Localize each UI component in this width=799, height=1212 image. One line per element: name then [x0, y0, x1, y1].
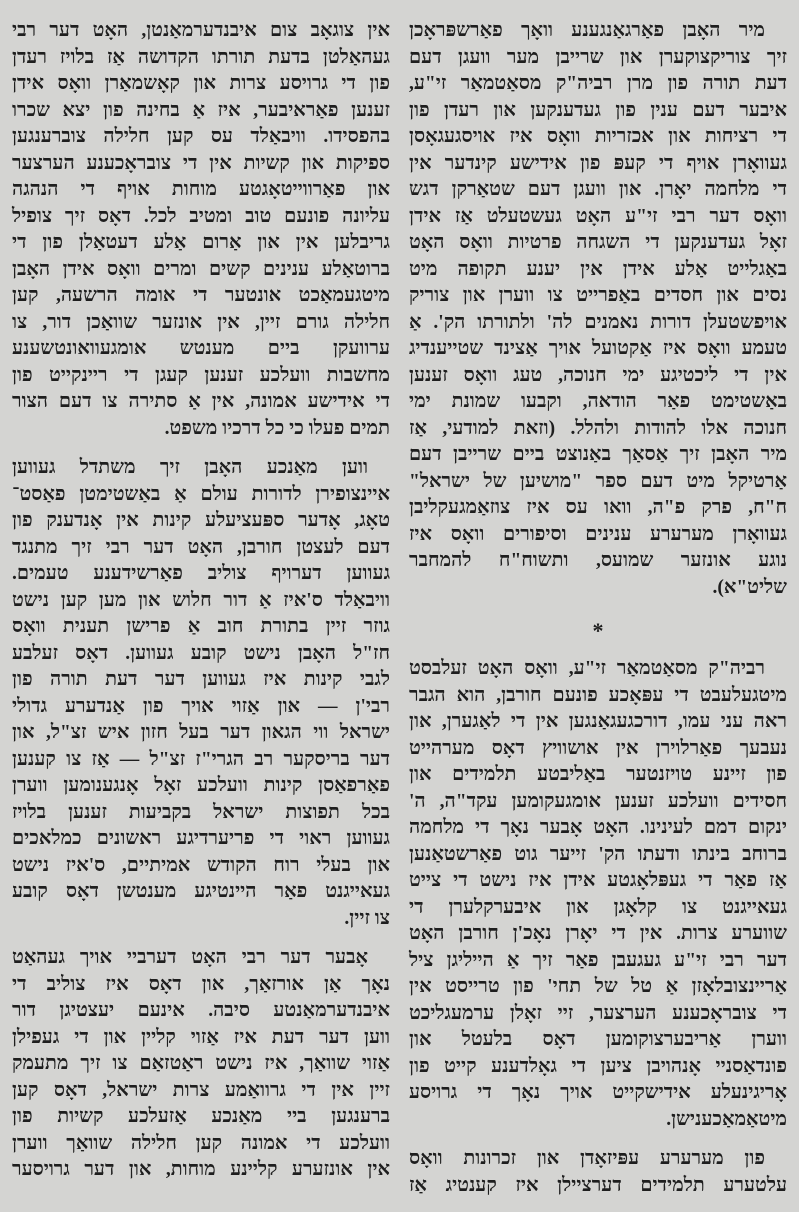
text-line: געאייגנט צו קלאָגן און איבערקלערן די [409, 896, 787, 918]
text-line: צו זיין. [344, 907, 390, 929]
text-line: גוזר זיין בתורת חוב אַ פרישן תענית וואָס [12, 616, 390, 637]
article-column-left [12, 18, 390, 1197]
text-line: איבנדערמאַנטע סיבה. אינעם יעצטיגן דור [12, 1000, 390, 1021]
text-line: בהפסידו. וויבאַלד עס קען חלילה צוברענגען [12, 126, 390, 147]
text-line: די מלחמה יאָרן. און וועגן דעם שטאַרקן דגש [409, 179, 787, 200]
text-line: ינקום דמם לעינינו. האָט אָבער נאָך די מלחמה [409, 817, 787, 838]
text-line: נעבעך פאַרלוירן אין אושוויץ דאָס מערהייט [409, 737, 787, 759]
text-line: ברוחב בינתו ודעתו הק' זייער גוט פאַרשטאַנען [409, 843, 787, 865]
text-line: פון די גרויסע צרות און קאָשמאַרן וואָס אידן [12, 73, 390, 94]
text-line: תמים פעלו כי כל דרכיו משפט. [164, 417, 390, 439]
text-line: ווען מאַנכע האָבן זיך משתדל געווען [12, 457, 368, 478]
text-line: געווען דערויף צוליב פאַרשידענע טעמים. [12, 563, 390, 584]
text-line: אָריגינעלע אידישקייט אויך נאָך די גרויסע [409, 1082, 787, 1103]
text-line: אַריינצובלאָזן אַ טל של תחי' פון טרייסט אין [409, 976, 787, 997]
text-line: גריבלען אין און אַרום אַלע דעטאַלן פון די [12, 232, 390, 253]
text-line: ברוטאַלע ענינים קשים ומרים וואָס אידן האָבן [12, 258, 390, 280]
text-line: אין די ליכטיגע ימי חנוכה, טעג וואָס זענען [409, 364, 787, 386]
text-line: געאייגנט פאַר היינטיגע מענטשן דאָס קובע [12, 881, 390, 902]
text-line: ח"ח, פרק פ"ה, וואו עס איז צוזאַמגעקליבן [409, 497, 787, 518]
text-line: אַרטיקל מיט דעם ספר "מושיען של ישראל" [409, 470, 787, 492]
text-line: מיטגעלעבט די עפּאָכע פונעם חורבן, הוא הגבר [409, 684, 787, 706]
text-line: אַז פאַר די געפּלאָגטע אידן איז נישט די צייט [409, 870, 787, 891]
text-line: וויבאַלד ס'איז אַ דור חלוש און מען קען נישט [12, 589, 390, 611]
text-line: די צובראָכענע הערצער, זיי זאָלן ערמעגליכט [409, 1002, 787, 1024]
article-paragraph [409, 1146, 787, 1199]
text-line: חלילה גורם זיין, אין אונזער שוואַכן דור, צו [12, 311, 390, 333]
text-line: זיך צוריקצוקערן און שרייבן מער וועגן דעם [409, 46, 787, 68]
text-line: באַשטימט פאַר הודאה, וקבעו שמונת ימי [409, 391, 787, 412]
text-line: מיטאַמאַכענישן. [666, 1108, 787, 1130]
text-line: רבי'ן — און אַזוי אויך פון אַנדערע גדולי [12, 695, 390, 717]
text-line: פאַרפאַסן קינות וועלכע זאָל אָנגענומען ווערן [12, 775, 390, 796]
text-line: בכל תפוצות ישראל בקביעות זענען בלויז [12, 801, 390, 823]
text-line: זאָל געדענקען די השגחה פרטיות וואָס האָט [409, 232, 787, 253]
text-line: פון מערערע עפּיזאָדן און זכרונות וואָס [409, 1148, 765, 1169]
text-line: פונדאַסניי אָנהויבן ציען די גאָלדענע קייט פון [409, 1055, 787, 1077]
text-line: זיין אין די גרוואַמע צרות ישראל, דאָס קען [12, 1079, 390, 1101]
text-line: אין צוגאָב צום איבנדערמאַנטן, האָט דער רבי [12, 20, 390, 41]
text-line: ווערן אַריבערצוקומען דאָס בלעטל און [409, 1029, 787, 1050]
text-line: רביה"ק מסאַטמאַר זי"ע, וואָס האָט זעלבסט [409, 658, 765, 679]
text-line: עליונה פונעם טוב ומטיב לכל. דאָס זיך צופיל [12, 205, 390, 227]
text-line: דער בריסקער רב הגרי"ז זצ"ל — אַז צו קענען [12, 748, 390, 770]
text-line: די רציחות און אכזריות וואָס איז אויסגעגאָסן [409, 126, 787, 147]
text-line: לגבי קינות איז געווען דער דעת תורה פון [12, 669, 390, 690]
text-line: באַגלייט אַלע אידן אין יענע תקופה מיט [409, 258, 787, 280]
text-line: נוגע אונזער שמועס, ותשוח"ח להמחבר [409, 550, 787, 571]
text-line: מחשבות וועלכע זענען קעגן די ריינקייט פון [12, 364, 390, 386]
text-line: און בעלי רוח הקודש אמיתיים, ס'איז נישט [12, 854, 390, 876]
text-line: געהאַלטן בדעת תורתו הקדושה אַז בלויז רעדן [12, 46, 390, 68]
text-line: חז"ל האָבן נישט קובע געווען. דאָס זעלבע [12, 642, 390, 664]
text-line: טעמע וואָס איז אַקטועל אויך אַצינד שטייענדיג [409, 338, 787, 359]
text-line: טאָג, אָדער ספּעציעלע קינות אין אָנדענק פון [12, 510, 390, 531]
text-line: און פאַרווייטאָגטע מוחות אויף די הנהגה [12, 179, 390, 200]
text-line: דער רבי זי"ע געגעבן פאַר זיך אַ הייליגן ציל [409, 949, 787, 971]
text-line: געוואָרן אויף די קעפּ פון אידישע קינדער אין [409, 152, 787, 174]
text-line: שווערע צרות. אין די יאָרן נאָכ'ן חורבן האָט [409, 923, 787, 944]
text-line: אויפשטעלן דורות נאמנים לה' ולתורתו הק'. אַ [409, 311, 787, 333]
text-line: מיר האָבן פאַרגאַנגענע וואָך פאַרשפּראָכן [409, 20, 765, 41]
text-line: דעם לעצטן חורבן, האָט דער רבי זיך מתנגד [12, 536, 390, 558]
text-line: ערוועקן ביים מענטש אומגעוואונטשענע [12, 338, 390, 359]
text-line: איינצופירן לדורות עולם אַ באַשטימטן פאַסט־ [12, 483, 390, 505]
text-line: אָבער דער רבי האָט דערביי אויך געהאַט [12, 947, 368, 968]
text-line: מיטגעמאַכט אונטער די אומה הרשעה, קען [12, 285, 390, 306]
text-line: עלטערע תלמידים דערציילן איז קענטיג אַז [409, 1174, 787, 1196]
text-line: וועלכע די אמונה קען חלילה שוואַך ווערן [12, 1132, 390, 1154]
text-line: זענען פאַראיבער, איז אַ בחינה פון יצא שכרו [12, 99, 390, 121]
text-line: חסידים וועלכע זענען אומגעקומען עקד"ה, ה' [409, 790, 787, 812]
article-paragraph [409, 656, 787, 1133]
article-paragraph [409, 18, 787, 601]
text-line: ברענגען ביי מאַנכע אַזעלכע קשיות פון [12, 1106, 390, 1127]
text-line: נאָך אַן אורזאַך, און דאָס איז צוליב די [12, 973, 390, 995]
text-line: אַזוי שוואַך, איז נישט ראַטזאַם צו זיך מתעמק [12, 1053, 390, 1074]
article-paragraph [12, 18, 390, 442]
text-line: מיר האָבן זיך אַסאַך באַנוצט ביים שרייבן דעם [409, 444, 787, 465]
text-line: אין אונזערע קליינע מוחות, און דער גרויסער [12, 1159, 390, 1180]
article-paragraph [12, 945, 390, 1184]
text-line: געווען ראוי די פריערדיגע ראשונים כמלאכים [12, 828, 390, 849]
text-line: חנוכה אלו להודות ולהלל. (וזאת למודעי, אַז [409, 417, 787, 439]
article-paragraph [12, 455, 390, 932]
text-line: געוואָרן מערערע ענינים וסיפורים וואָס איז [409, 523, 787, 545]
text-line: די אידישע אמונה, אין אַ סתירה צו דעם הצור [12, 391, 390, 412]
text-line: שליט"א). [712, 576, 787, 598]
text-line: ספיקות און קשיות אין די צובראָכענע הערצער [12, 152, 390, 174]
text-line: ישראל ווי הגאון דער בעל חזון איש זצ"ל, און [12, 722, 390, 743]
text-line: איבער דעם ענין פון געדענקען און רעדן פון [409, 99, 787, 121]
article-column-right [409, 18, 787, 1212]
text-line: פון זיינע טויזנטער באַליבטע תלמידים און [409, 764, 787, 785]
text-line: ווען דער דעת איז אַזוי קליין און די געפילן [12, 1026, 390, 1048]
text-line: דעת תורה פון מרן רביה"ק מסאַטמאַר זי"ע, [409, 73, 787, 94]
text-line: וואָס דער רבי זי"ע האָט געשטעלט אַז אידן [409, 205, 787, 227]
text-line: נסים און חסדים באַפרייט צו ווערן און צוריק [409, 285, 787, 306]
text-line: ראה עני עמו, דורכגעגאַנגען אין די לאַגערן, און [409, 711, 787, 732]
section-separator: * [592, 618, 604, 643]
